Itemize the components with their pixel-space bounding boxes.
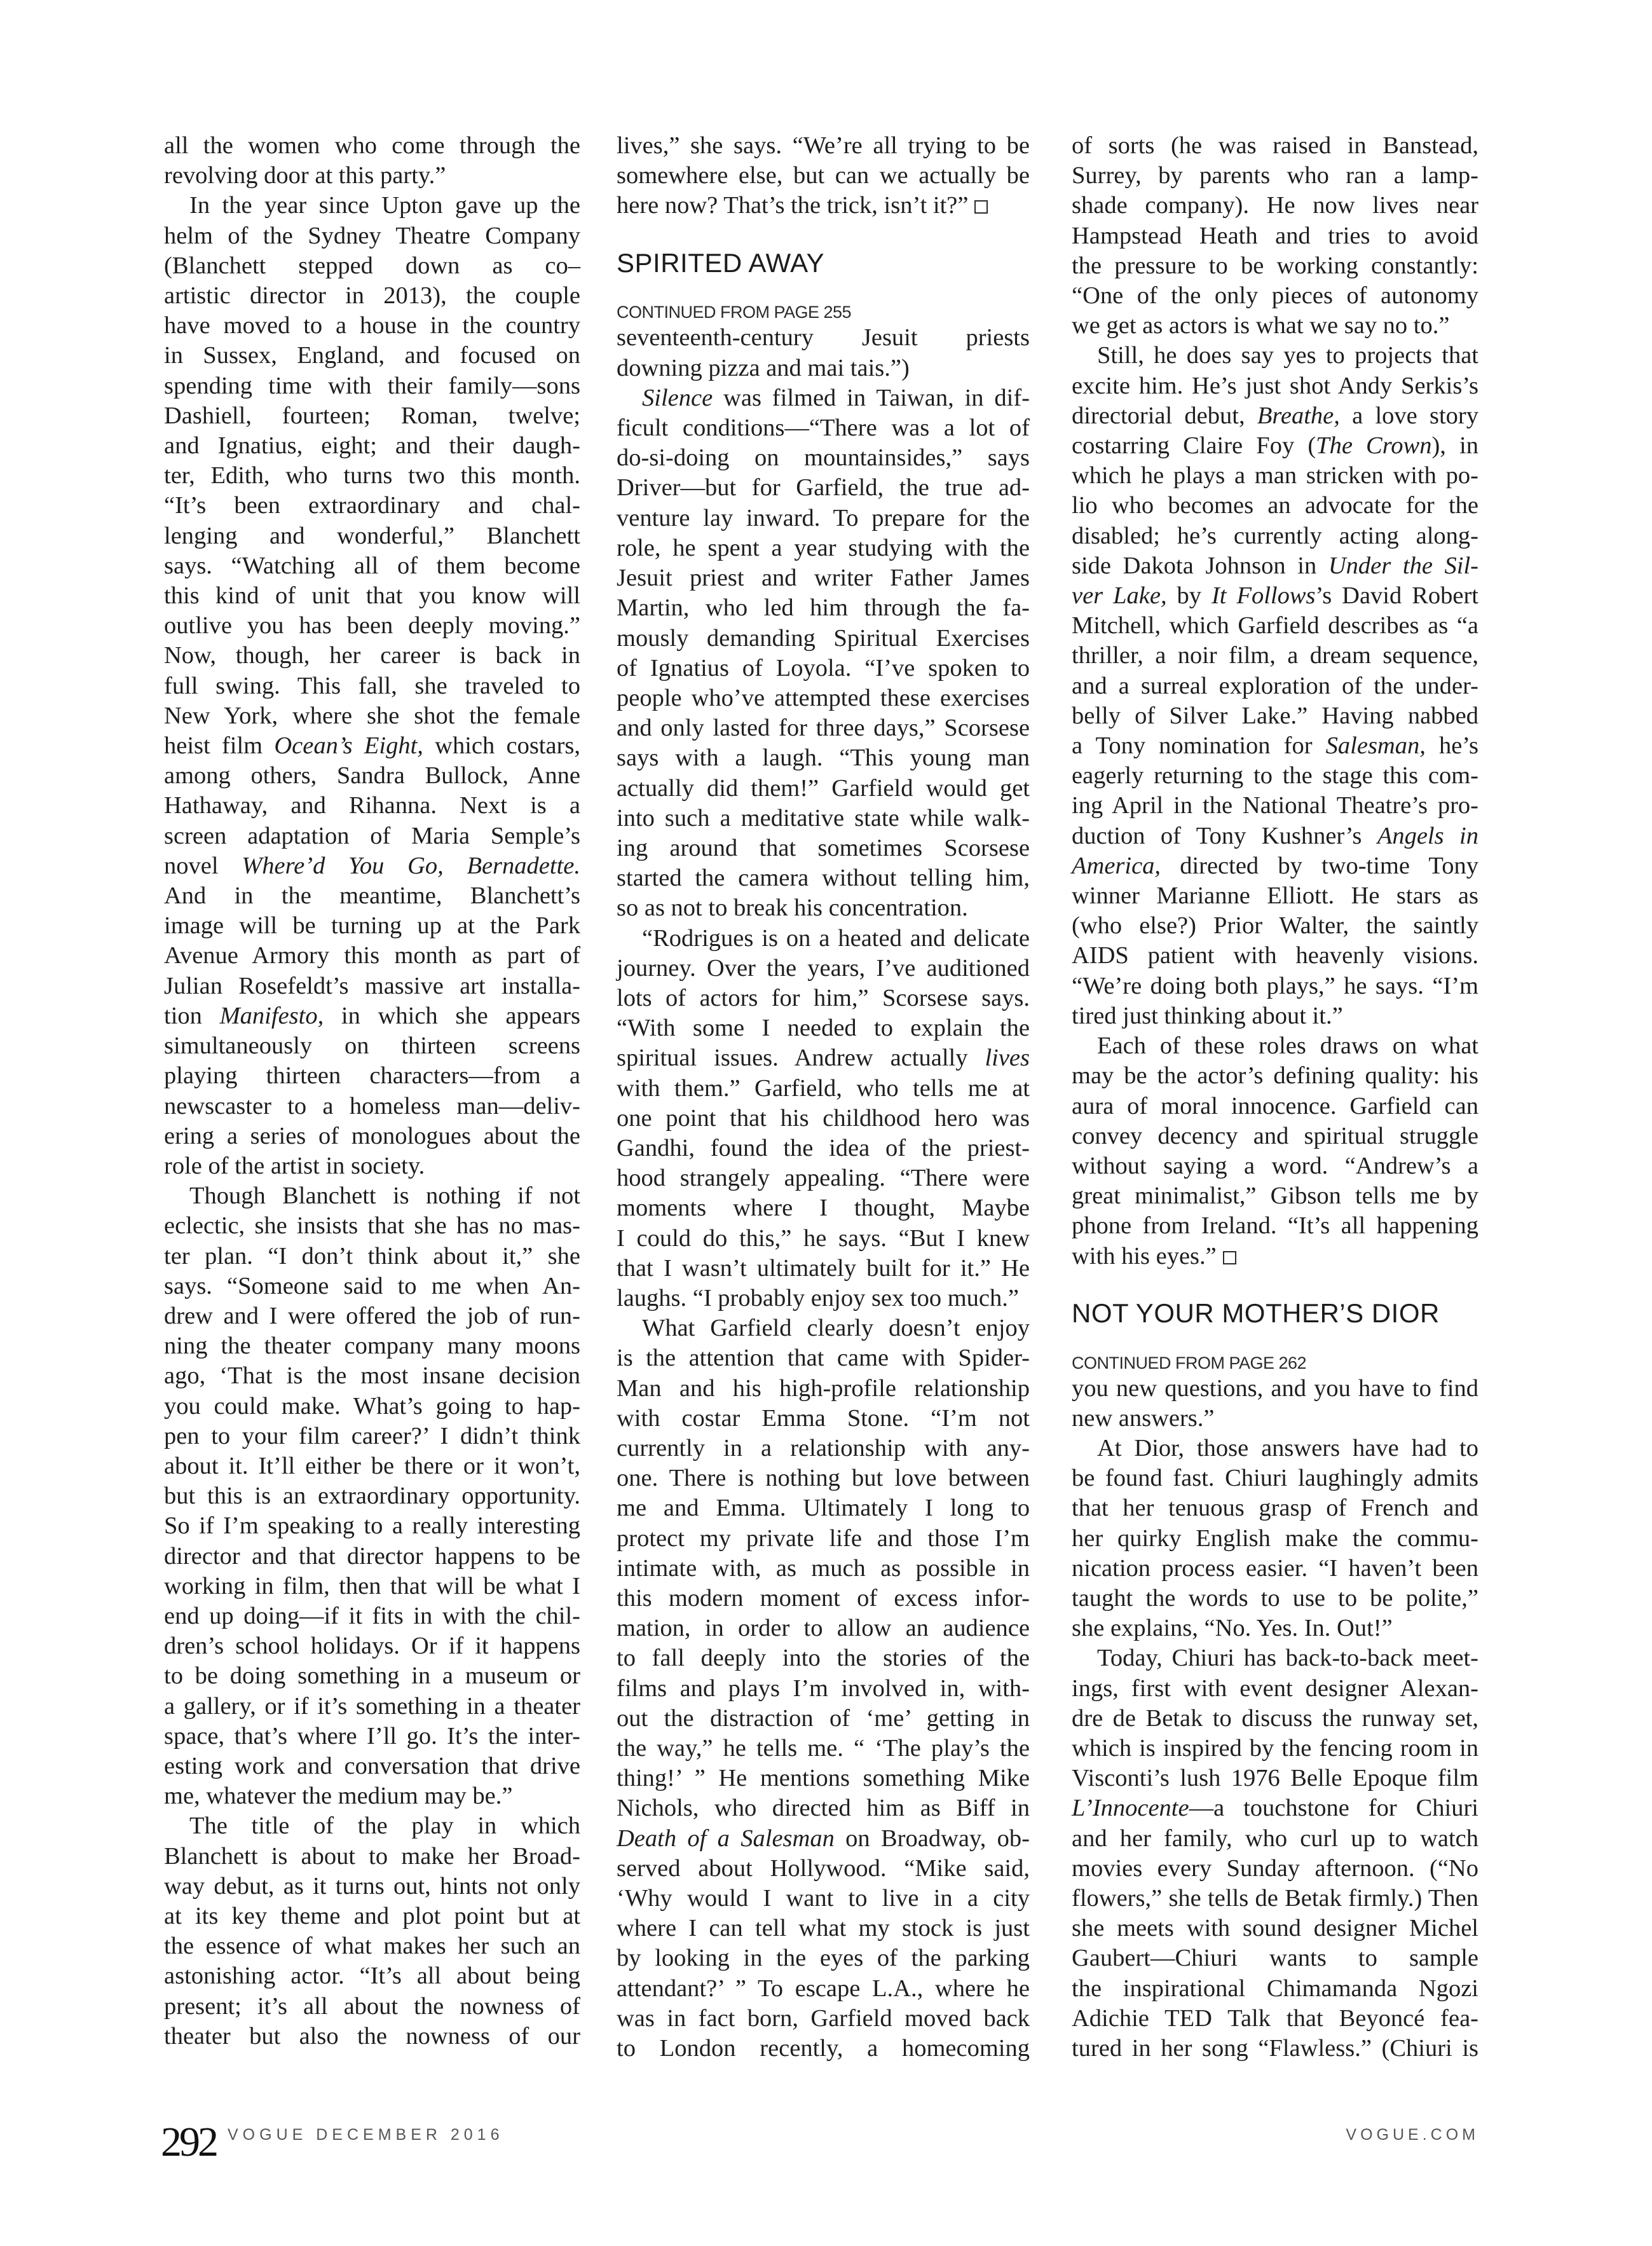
text-line: have moved to a house in the country bbox=[164, 312, 580, 339]
text-line: Dashiell, fourteen; Roman, twelve; bbox=[164, 402, 580, 429]
text-line bbox=[1072, 581, 1478, 611]
text-line bbox=[1072, 821, 1478, 851]
text-line: currently in a relationship with any- bbox=[617, 1434, 1030, 1462]
text-fragment: with his eyes.” bbox=[1072, 1242, 1217, 1270]
text-line: end up doing—if it fits in with the chil- bbox=[164, 1602, 580, 1629]
text-line: eagerly returning to the stage this com- bbox=[1072, 762, 1478, 790]
text-line: says. “Watching all of them become bbox=[164, 552, 580, 579]
text-line bbox=[1072, 431, 1478, 461]
text-line: and a surreal exploration of the under- bbox=[1072, 672, 1478, 699]
film-title: L’Innocente bbox=[1072, 1795, 1189, 1822]
text-line: Hampstead Heath and tries to avoid bbox=[1072, 222, 1478, 249]
text-line: outlive you has been deeply moving.” bbox=[164, 612, 580, 640]
text-fragment: he’s bbox=[1425, 732, 1478, 760]
text-line: esting work and conversation that drive bbox=[164, 1752, 580, 1779]
text-line bbox=[1072, 551, 1478, 581]
play-title: Angels in bbox=[1377, 822, 1478, 849]
text-line: new answers.” bbox=[1072, 1404, 1215, 1432]
text-line: shade company). He now lives near bbox=[1072, 192, 1478, 219]
text-line: Now, though, her career is back in bbox=[164, 642, 580, 669]
text-line: role of the artist in society. bbox=[164, 1152, 425, 1179]
text-line: eclectic, she insists that she has no mas- bbox=[164, 1212, 580, 1240]
text-fragment: heist film bbox=[164, 732, 275, 760]
text-line: attendant?’ ” To escape L.A., where he bbox=[617, 1975, 1030, 2002]
film-title: ver Lake, bbox=[1072, 582, 1167, 610]
text-line: AIDS patient with heavenly visions. bbox=[1072, 942, 1478, 969]
paragraph-start bbox=[617, 383, 1030, 413]
text-line: mation, in order to allow an audience bbox=[617, 1615, 1030, 1642]
text-line: dre de Betak to discuss the runway set, bbox=[1072, 1704, 1478, 1732]
text-line: ings, first with event designer Alexan- bbox=[1072, 1674, 1478, 1702]
paragraph-start: In the year since Upton gave up the bbox=[189, 192, 580, 219]
text-line: flowers,” she tells de Betak firmly.) Then bbox=[1072, 1885, 1478, 1912]
text-line: the pressure to be working constantly: bbox=[1072, 252, 1478, 279]
text-line: films and plays I’m involved in, with- bbox=[617, 1674, 1030, 1702]
text-fragment: tion bbox=[164, 1002, 220, 1029]
text-line bbox=[1072, 401, 1478, 431]
text-line: a gallery, or if it’s something in a theater bbox=[164, 1692, 580, 1720]
text-line: astonishing actor. “It’s all about being bbox=[164, 1962, 580, 1990]
text-line bbox=[617, 1043, 1030, 1073]
film-title: Under the Sil- bbox=[1328, 552, 1479, 579]
text-line: by looking in the eyes of the parking bbox=[617, 1945, 1030, 1972]
text-fragment: here now? That’s the trick, isn’t it?” bbox=[617, 192, 969, 219]
text-line: she explains, “No. Yes. In. Out!” bbox=[1072, 1615, 1393, 1642]
text-line: protect my private life and those I’m bbox=[617, 1524, 1030, 1552]
text-line: mously demanding Spiritual Exercises bbox=[617, 624, 1030, 652]
text-line: New York, where she shot the female bbox=[164, 702, 580, 729]
text-line: and only lasted for three days,” Scorsese bbox=[617, 715, 1030, 742]
text-line: And in the meantime, Blanchett’s bbox=[164, 882, 580, 910]
text-fragment: duction of Tony Kushner’s bbox=[1072, 822, 1377, 849]
text-line: we get as actors is what we say no to.” bbox=[1072, 312, 1450, 339]
text-line: excite him. He’s just shot Andy Serkis’s bbox=[1072, 372, 1478, 399]
text-line bbox=[617, 1824, 1030, 1854]
text-fragment: novel bbox=[164, 852, 242, 879]
text-line: actually did them!” Garfield would get bbox=[617, 774, 1030, 802]
text-line: to be doing something in a museum or bbox=[164, 1662, 580, 1690]
text-line: is the attention that came with Spider- bbox=[617, 1345, 1030, 1372]
show-title: The Crown bbox=[1316, 432, 1432, 460]
text-line: which he plays a man stricken with po- bbox=[1072, 462, 1478, 490]
text-line: thing!’ ” He mentions something Mike bbox=[617, 1765, 1030, 1792]
text-line: Gaubert—Chiuri wants to sample bbox=[1072, 1945, 1478, 1972]
text-line: she meets with sound designer Michel bbox=[1072, 1915, 1478, 1942]
text-line: out the distraction of ‘me’ getting in bbox=[617, 1704, 1030, 1732]
text-line: Surrey, by parents who ran a lamp- bbox=[1072, 162, 1478, 189]
text-line: taught the words to use to be polite,” bbox=[1072, 1585, 1478, 1612]
text-line: phone from Ireland. “It’s all happening bbox=[1072, 1212, 1478, 1240]
text-line: lives,” she says. “We’re all trying to be bbox=[617, 132, 1030, 159]
text-line: disabled; he’s currently acting along- bbox=[1072, 522, 1478, 549]
text-line: Man and his high-profile relationship bbox=[617, 1374, 1030, 1402]
text-line: Nichols, who directed him as Biff in bbox=[617, 1795, 1030, 1822]
text-line: ficult conditions—“There was a lot of bbox=[617, 414, 1030, 442]
text-line: to London recently, a homecoming bbox=[617, 2035, 1030, 2062]
text-line: in Sussex, England, and focused on bbox=[164, 342, 580, 369]
text-line: playing thirteen characters—from a bbox=[164, 1062, 580, 1090]
text-line: served about Hollywood. “Mike said, bbox=[617, 1854, 1030, 1882]
text-fragment: by bbox=[1166, 582, 1212, 610]
text-line: Blanchett is about to make her Broad- bbox=[164, 1842, 580, 1870]
text-line: “With some I needed to explain the bbox=[617, 1015, 1030, 1042]
text-line: Visconti’s lush 1976 Belle Epoque film bbox=[1072, 1765, 1478, 1792]
text-line: present; it’s all about the nowness of bbox=[164, 1992, 580, 2020]
text-line: lenging and wonderful,” Blanchett bbox=[164, 522, 580, 549]
text-line bbox=[1072, 731, 1478, 761]
text-line: ning the theater company many moons bbox=[164, 1332, 580, 1360]
text-line: revolving door at this party.” bbox=[164, 162, 446, 189]
text-line: you new questions, and you have to find bbox=[1072, 1374, 1478, 1402]
text-line: laughs. “I probably enjoy sex too much.” bbox=[617, 1284, 1019, 1311]
text-line: seventeenth-century Jesuit priests bbox=[617, 324, 1030, 352]
page-footer-left bbox=[161, 2119, 504, 2165]
text-line: dren’s school holidays. Or if it happens bbox=[164, 1633, 580, 1660]
text-line: into such a meditative state while walk- bbox=[617, 804, 1030, 832]
text-line: Adichie TED Talk that Beyoncé fea- bbox=[1072, 2004, 1478, 2032]
text-fragment: ’s David Robert bbox=[1315, 582, 1478, 610]
text-line: full swing. This fall, she traveled to bbox=[164, 672, 580, 699]
text-line: with them.” Garfield, who tells me at bbox=[617, 1074, 1030, 1102]
text-line: ing around that sometimes Scorsese bbox=[617, 834, 1030, 861]
text-line: “We’re doing both plays,” he says. “I’m bbox=[1072, 972, 1478, 999]
text-line: venture lay inward. To prepare for the bbox=[617, 504, 1030, 531]
paragraph-start: Still, he does say yes to projects that bbox=[1097, 342, 1478, 369]
text-line: helm of the Sydney Theatre Company bbox=[164, 222, 580, 249]
text-line: artistic director in 2013), the couple bbox=[164, 282, 580, 310]
text-line: one. There is nothing but love between bbox=[617, 1465, 1030, 1492]
text-line: may be the actor’s defining quality: his bbox=[1072, 1062, 1478, 1090]
text-line: ‘Why would I want to live in a city bbox=[617, 1885, 1030, 1912]
page-number: 292 bbox=[161, 2119, 216, 2165]
text-line: screen adaptation of Maria Semple’s bbox=[164, 822, 580, 849]
paragraph-start: What Garfield clearly doesn’t enjoy bbox=[642, 1315, 1030, 1342]
text-line: belly of Silver Lake.” Having nabbed bbox=[1072, 702, 1478, 729]
text-line: I could do this,” he says. “But I knew bbox=[617, 1224, 1030, 1252]
text-line: among others, Sandra Bullock, Anne bbox=[164, 762, 580, 790]
text-fragment: on Broadway, ob- bbox=[834, 1825, 1030, 1852]
emphasis: lives bbox=[985, 1044, 1030, 1072]
text-line: this modern moment of excess infor- bbox=[617, 1585, 1030, 1612]
film-title: Silence bbox=[642, 384, 713, 411]
film-title: Ocean’s Eight, bbox=[274, 732, 423, 760]
text-line: lio who becomes an advocate for the bbox=[1072, 492, 1478, 519]
text-fragment: a Tony nomination for bbox=[1072, 732, 1326, 760]
text-line: that her tenuous grasp of French and bbox=[1072, 1495, 1478, 1522]
text-line: with costar Emma Stone. “I’m not bbox=[617, 1404, 1030, 1432]
end-of-article-mark-icon bbox=[1223, 1251, 1236, 1264]
text-line bbox=[1072, 1242, 1478, 1271]
text-line: working in film, then that will be what I bbox=[164, 1572, 580, 1599]
text-line: and her family, who curl up to watch bbox=[1072, 1825, 1478, 1852]
text-fragment: —a touchstone for Chiuri bbox=[1189, 1795, 1478, 1822]
paragraph-start: At Dior, those answers have had to bbox=[1097, 1434, 1478, 1462]
text-line: Gandhi, found the idea of the priest- bbox=[617, 1134, 1030, 1161]
article-column-3 bbox=[1072, 131, 1478, 2064]
text-fragment: ), in bbox=[1431, 432, 1478, 460]
text-line: space, that’s where I’ll go. It’s the inter- bbox=[164, 1722, 580, 1750]
text-line: director and that director happens to be bbox=[164, 1542, 580, 1570]
text-line: one point that his childhood hero was bbox=[617, 1104, 1030, 1132]
text-fragment: directorial debut, bbox=[1072, 402, 1257, 429]
text-line bbox=[1072, 851, 1478, 881]
text-line: that I wasn’t ultimately built for it.” He bbox=[617, 1254, 1030, 1282]
text-fragment: a love story bbox=[1339, 402, 1478, 429]
text-line bbox=[164, 851, 580, 881]
article-column-1 bbox=[164, 131, 580, 2051]
text-line bbox=[617, 191, 1030, 221]
paragraph-start: Each of these roles draws on what bbox=[1097, 1032, 1478, 1060]
text-line: of sorts (he was raised in Banstead, bbox=[1072, 132, 1478, 159]
text-line: moments where I thought, Maybe bbox=[617, 1195, 1030, 1222]
text-line: aura of moral innocence. Garfield can bbox=[1072, 1092, 1478, 1120]
text-line: pen to your film career?’ I didn’t think bbox=[164, 1422, 580, 1449]
text-line: Martin, who led him through the fa- bbox=[617, 594, 1030, 622]
article-column-2 bbox=[617, 131, 1030, 2064]
text-line bbox=[164, 1001, 580, 1031]
text-line: lots of actors for him,” Scorsese says. bbox=[617, 984, 1030, 1011]
text-line: ter, Edith, who turns two this month. bbox=[164, 462, 580, 490]
text-line: her quirky English make the commu- bbox=[1072, 1524, 1478, 1552]
text-line: winner Marianne Elliott. He stars as bbox=[1072, 882, 1478, 910]
text-fragment: costarring Claire Foy ( bbox=[1072, 432, 1316, 460]
section-heading-not-your-mothers-dior: NOT YOUR MOTHER’S DIOR bbox=[1072, 1298, 1440, 1328]
text-line: (Blanchett stepped down as co– bbox=[164, 252, 580, 279]
text-line: be found fast. Chiuri laughingly admits bbox=[1072, 1465, 1478, 1492]
text-line: and Ignatius, eight; and their daugh- bbox=[164, 432, 580, 460]
text-line: Julian Rosefeldt’s massive art installa- bbox=[164, 972, 580, 999]
text-line: you could make. What’s going to hap- bbox=[164, 1392, 580, 1420]
text-line: “It’s been extraordinary and chal- bbox=[164, 492, 580, 519]
text-line: Mitchell, which Garfield describes as “a bbox=[1072, 612, 1478, 640]
text-fragment: spiritual issues. Andrew actually bbox=[617, 1044, 985, 1072]
text-line: image will be turning up at the Park bbox=[164, 912, 580, 940]
text-line: the essence of what makes her such an bbox=[164, 1933, 580, 1960]
text-line: all the women who come through the bbox=[164, 132, 580, 159]
text-line: says with a laugh. “This young man bbox=[617, 744, 1030, 772]
paragraph-start: Today, Chiuri has back-to-back meet- bbox=[1097, 1645, 1478, 1672]
continued-from-label: CONTINUED FROM PAGE 255 bbox=[617, 303, 852, 322]
text-line: simultaneously on thirteen screens bbox=[164, 1032, 580, 1060]
text-line: at its key theme and plot point but at bbox=[164, 1902, 580, 1929]
text-line: to fall deeply into the stories of the bbox=[617, 1645, 1030, 1672]
text-fragment: which costars, bbox=[423, 732, 581, 760]
text-line: ter plan. “I don’t think about it,” she bbox=[164, 1242, 580, 1270]
text-line: intimate with, as much as possible in bbox=[617, 1554, 1030, 1582]
text-line: started the camera without telling him, bbox=[617, 865, 1030, 892]
magazine-issue-label: VOGUE DECEMBER 2016 bbox=[228, 2126, 504, 2144]
text-line: hood strangely appealing. “There were bbox=[617, 1165, 1030, 1192]
text-line: “One of the only pieces of autonomy bbox=[1072, 282, 1478, 310]
text-line: theater but also the nowness of our bbox=[164, 2022, 580, 2050]
text-fragment: in which she appears bbox=[324, 1002, 580, 1029]
text-line: way debut, as it turns out, hints not only bbox=[164, 1872, 580, 1900]
play-title: Death of a Salesman bbox=[617, 1825, 835, 1852]
text-line: was in fact born, Garfield moved back bbox=[617, 2004, 1030, 2032]
text-line: Hathaway, and Rihanna. Next is a bbox=[164, 792, 580, 819]
text-line: where I can tell what my stock is just bbox=[617, 1915, 1030, 1942]
play-title: America, bbox=[1072, 852, 1161, 879]
text-line: do-si-doing on mountainsides,” says bbox=[617, 444, 1030, 472]
artwork-title: Manifesto, bbox=[219, 1002, 324, 1029]
text-line: drew and I were offered the job of run- bbox=[164, 1302, 580, 1329]
text-line: convey decency and spiritual struggle bbox=[1072, 1122, 1478, 1149]
text-line: newscaster to a homeless man—deliv- bbox=[164, 1092, 580, 1120]
text-line: Jesuit priest and writer Father James bbox=[617, 565, 1030, 592]
text-line: (who else?) Prior Walter, the saintly bbox=[1072, 912, 1478, 940]
continued-from-label: CONTINUED FROM PAGE 262 bbox=[1072, 1353, 1307, 1373]
text-line: role, he spent a year studying with the bbox=[617, 534, 1030, 561]
text-line: says. “Someone said to me when An- bbox=[164, 1272, 580, 1299]
text-line: movies every Sunday afternoon. (“No bbox=[1072, 1854, 1478, 1882]
text-line: ing April in the National Theatre’s pro- bbox=[1072, 792, 1478, 819]
text-line: nication process easier. “I haven’t been bbox=[1072, 1554, 1478, 1582]
text-line: downing pizza and mai tais.”) bbox=[617, 354, 910, 381]
novel-title: Where’d You Go, Bernadette. bbox=[242, 852, 580, 879]
text-fragment: side Dakota Johnson in bbox=[1072, 552, 1328, 579]
film-title: It Follows bbox=[1211, 582, 1316, 610]
text-line: great minimalist,” Gibson tells me by bbox=[1072, 1182, 1478, 1210]
text-line: somewhere else, but can we actually be bbox=[617, 162, 1030, 189]
text-line: people who’ve attempted these exercises bbox=[617, 684, 1030, 711]
text-line: this kind of unit that you know will bbox=[164, 582, 580, 610]
text-line: which is inspired by the fencing room in bbox=[1072, 1735, 1478, 1762]
text-line: me and Emma. Ultimately I long to bbox=[617, 1495, 1030, 1522]
text-fragment: was filmed in Taiwan, in dif- bbox=[713, 384, 1030, 411]
text-line: tured in her song “Flawless.” (Chiuri is bbox=[1072, 2035, 1478, 2062]
end-of-article-mark-icon bbox=[974, 200, 988, 214]
text-line: Driver—but for Garfield, the true ad- bbox=[617, 474, 1030, 502]
site-url-label: VOGUE.COM bbox=[1346, 2126, 1479, 2144]
text-line bbox=[1072, 1793, 1478, 1823]
text-line: so as not to break his concentration. bbox=[617, 894, 968, 922]
text-line: thriller, a noir film, a dream sequence, bbox=[1072, 642, 1478, 669]
section-heading-spirited-away: SPIRITED AWAY bbox=[617, 247, 824, 278]
text-line: about it. It’ll either be there or it won’t, bbox=[164, 1452, 580, 1479]
text-line: So if I’m speaking to a really interesting bbox=[164, 1512, 580, 1540]
play-title: Salesman, bbox=[1325, 732, 1426, 760]
paragraph-start: The title of the play in which bbox=[189, 1812, 580, 1840]
text-line bbox=[164, 731, 580, 761]
text-line: without saying a word. “Andrew’s a bbox=[1072, 1152, 1478, 1179]
text-line: spending time with their family—sons bbox=[164, 372, 580, 399]
text-line: tired just thinking about it.” bbox=[1072, 1002, 1343, 1029]
text-line: ago, ‘That is the most insane decision bbox=[164, 1362, 580, 1390]
text-fragment: directed by two-time Tony bbox=[1161, 852, 1478, 879]
paragraph-start: “Rodrigues is on a heated and delicate bbox=[642, 924, 1030, 952]
text-line: of Ignatius of Loyola. “I’ve spoken to bbox=[617, 654, 1030, 681]
paragraph-start: Though Blanchett is nothing if not bbox=[189, 1182, 580, 1210]
text-line: the inspirational Chimamanda Ngozi bbox=[1072, 1975, 1478, 2002]
text-line: me, whatever the medium may be.” bbox=[164, 1783, 513, 1810]
text-line: the way,” he tells me. “ ‘The play’s the bbox=[617, 1735, 1030, 1762]
text-line: but this is an extraordinary opportunity. bbox=[164, 1482, 580, 1510]
text-line: ering a series of monologues about the bbox=[164, 1122, 580, 1149]
text-line: journey. Over the years, I’ve auditioned bbox=[617, 954, 1030, 982]
film-title: Breathe, bbox=[1257, 402, 1340, 429]
text-line: Avenue Armory this month as part of bbox=[164, 942, 580, 969]
